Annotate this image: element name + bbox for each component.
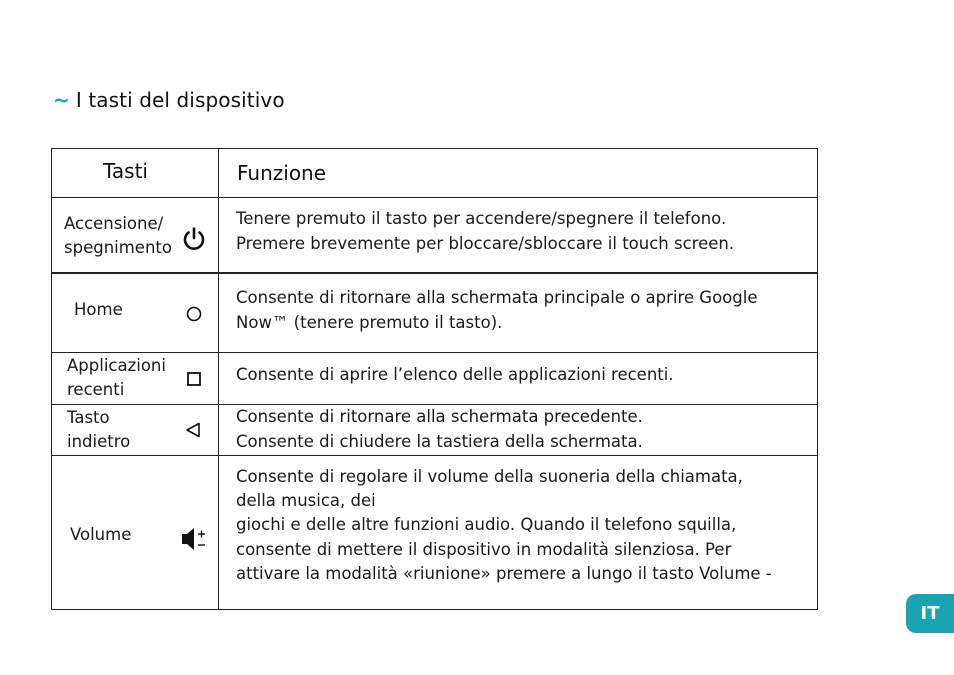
key-name-line: Accensione/: [64, 214, 164, 233]
function-line: Now™ (tenere premuto il tasto).: [236, 312, 503, 332]
power-icon: [181, 226, 207, 252]
volume-icon: [180, 525, 208, 553]
function-cell: [236, 363, 813, 388]
home-circle-icon: [185, 305, 203, 323]
function-line: Consente di regolare il volume della suoneria della chiamata,: [236, 467, 743, 486]
function-cell: [236, 286, 813, 335]
function-line: consente di mettere il dispositivo in modalità silenziosa. Per: [236, 539, 732, 559]
function-line: Premere brevemente per bloccare/sbloccare il touch screen.: [236, 233, 735, 253]
table-row: [52, 353, 817, 405]
heading-title: I tasti del dispositivo: [75, 88, 285, 112]
section-heading: [53, 88, 285, 112]
function-line: Consente di ritornare alla schermata principale o aprire Google: [236, 288, 758, 307]
key-name-line: Home: [74, 300, 123, 319]
key-name-line: Volume: [70, 525, 132, 544]
recents-square-icon: [186, 371, 202, 387]
function-cell: [236, 207, 813, 256]
function-line: Consente di chiudere la tastiera della schermata.: [236, 431, 643, 451]
function-line: Tenere premuto il tasto per accendere/spegnere il telefono.: [236, 209, 727, 228]
key-name-line: recenti: [67, 380, 125, 399]
table-row: [52, 456, 817, 609]
function-line: della musica, dei: [236, 491, 376, 511]
function-cell: [236, 405, 813, 454]
language-badge: IT: [906, 594, 954, 633]
function-line: Consente di aprire l’elenco delle applicazioni recenti.: [236, 365, 674, 384]
heading-marker: ~: [53, 88, 70, 112]
function-line: attivare la modalità «riunione» premere a lungo il tasto Volume -: [236, 563, 772, 583]
header-keys: Tasti: [103, 159, 148, 183]
table-header-row: [52, 149, 817, 198]
table-row: [52, 198, 817, 274]
keys-table: [51, 148, 818, 610]
table-row: [52, 405, 817, 456]
function-line: Consente di ritornare alla schermata precedente.: [236, 407, 643, 426]
key-name-line: Applicazioni: [67, 356, 166, 375]
header-function: Funzione: [237, 161, 327, 185]
table-row: [52, 274, 817, 353]
function-cell: [236, 465, 813, 586]
back-triangle-icon: [184, 421, 202, 439]
key-name-line: Tasto: [67, 408, 110, 427]
key-name-line: indietro: [67, 432, 131, 451]
function-line: giochi e delle altre funzioni audio. Quando il telefono squilla,: [236, 515, 737, 535]
key-name-line: spegnimento: [64, 238, 172, 257]
